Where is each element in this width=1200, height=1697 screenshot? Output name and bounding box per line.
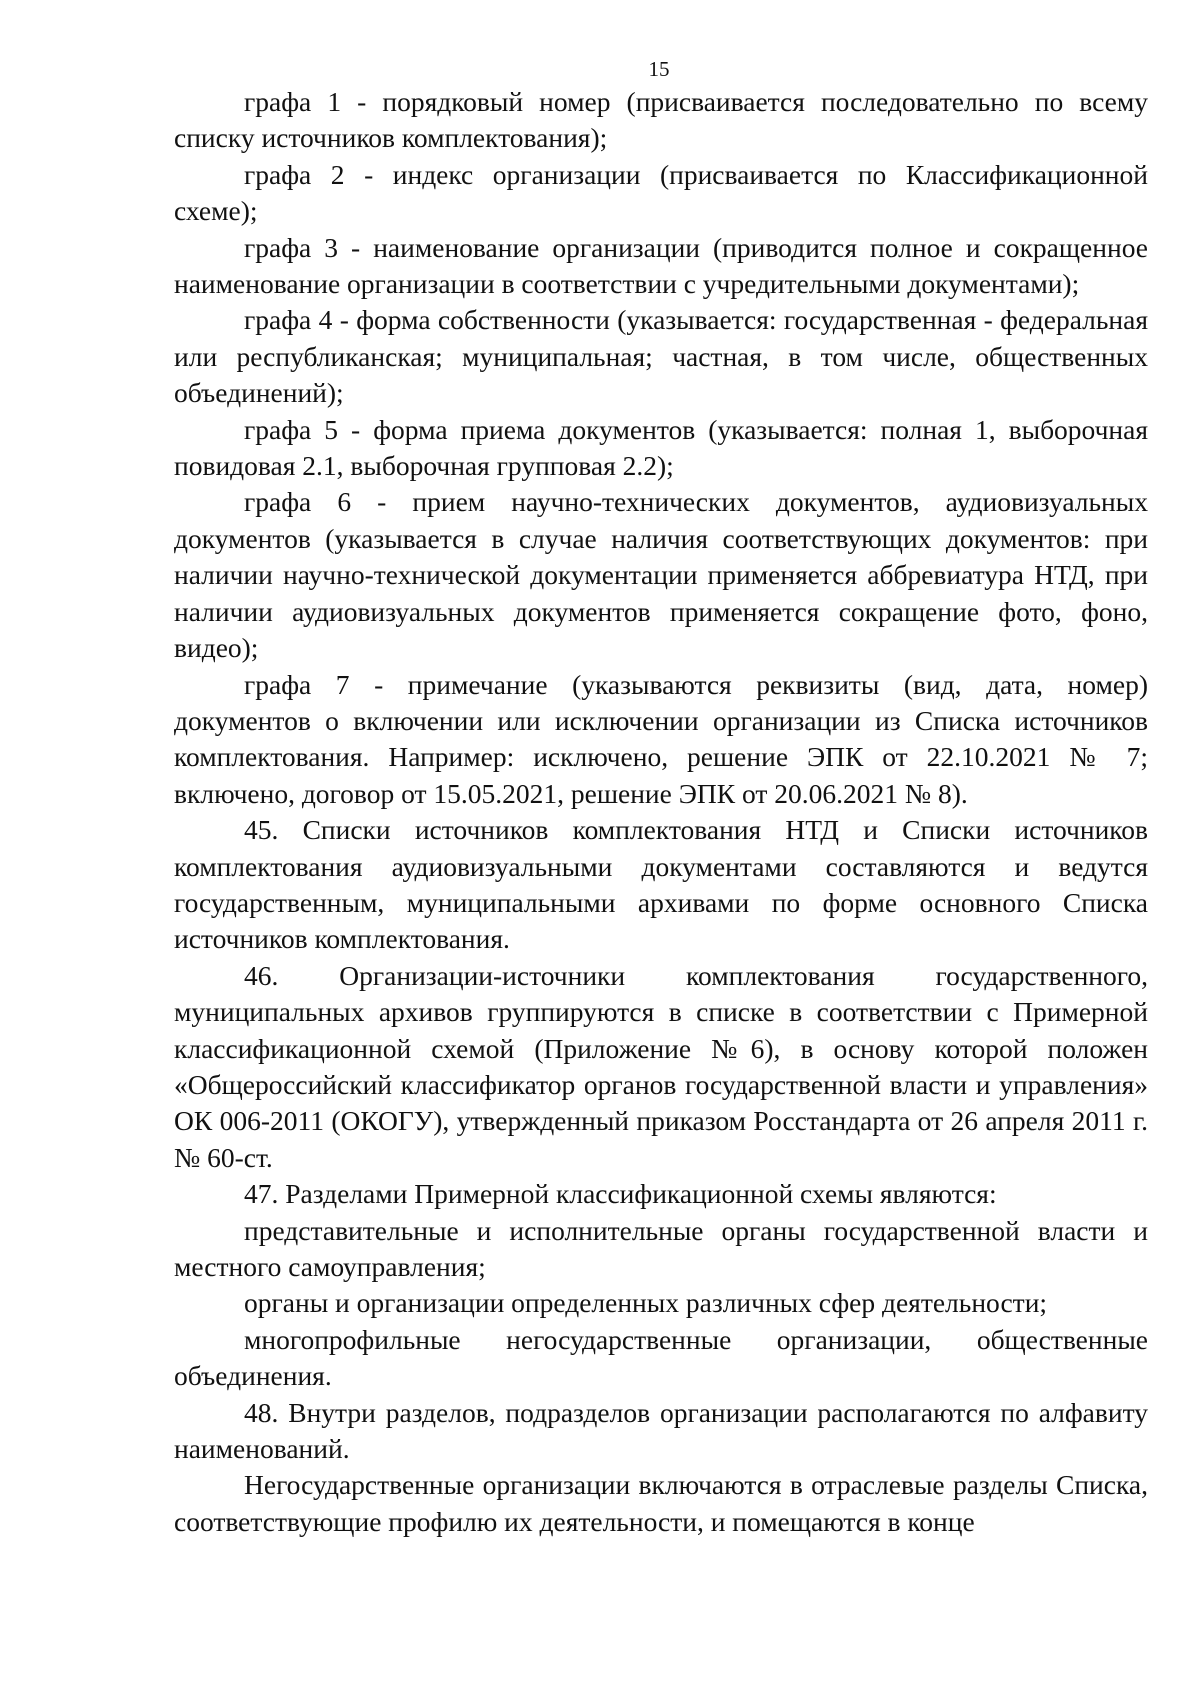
document-body — [174, 84, 1148, 1540]
page-number: 15 — [648, 57, 670, 81]
paragraph-section-3: многопрофильные негосударственные организации, общественные объединения. — [174, 1323, 1148, 1392]
paragraph-column-7: графа 7 - примечание (указываются реквизиты (вид, дата, номер) документов о включении или исключении организации из Списка источников комплектования. Например: исключено, решение ЭПК от 22.10.2021 № 7; включено, договор от 15.05.2021, решение ЭПК от 20.06.2021 № 8). — [174, 668, 1148, 809]
paragraph-item-48: 48. Внутри разделов, подразделов организации располагаются по алфавиту наименований. — [174, 1396, 1148, 1465]
paragraph-item-45: 45. Списки источников комплектования НТД и Списки источников комплектования аудиовизуальными документами составляются и ведутся государственным, муниципальными архивами по форме основного Списка источников комплектования. — [174, 814, 1148, 955]
paragraph-non-state-organizations: Негосударственные организации включаются в отраслевые разделы Списка, соответствующие профилю их деятельности, и помещаются в конце — [174, 1469, 1148, 1537]
paragraph-column-3: графа 3 - наименование организации (приводится полное и сокращенное наименование организации в соответствии с учредительными документами); — [174, 231, 1148, 300]
paragraph-column-4: графа 4 - форма собственности (указывается: государственная - федеральная или республиканская; муниципальная; частная, в том числе, общественных объединений); — [174, 304, 1148, 409]
paragraph-section-2: органы и организации определенных различных сфер деятельности; — [244, 1287, 1048, 1319]
paragraph-item-46: 46. Организации-источники комплектования государственного, муниципальных архивов группируются в списке в соответствии с Примерной классификационной схемой (Приложение №6), в основу которой положен «Общероссийский классификатор органов государственной власти и управления» ОК 006-2011 (ОКОГУ), утвержденный приказом Росстандарта от 26 апреля 2011 г. № 60-ст. — [174, 959, 1148, 1173]
paragraph-item-47: 47. Разделами Примерной классификационной схемы являются: — [244, 1178, 997, 1210]
paragraph-column-1: графа 1 - порядковый номер (присваивается последовательно по всему списку источников комплектования); — [174, 86, 1148, 154]
paragraph-column-5: графа 5 - форма приема документов (указывается: полная 1, выборочная повидовая 2.1, выборочная групповая 2.2); — [174, 413, 1148, 482]
paragraph-column-2: графа 2 - индекс организации (присваивается по Классификационной схеме); — [174, 158, 1148, 227]
paragraph-column-6: графа 6 - прием научно-технических документов, аудиовизуальных документов (указывается в случае наличия соответствующих документов: при наличии научно-технической документации применяется аббревиатура НТД, при наличии аудиовизуальных документов применяется сокращение фото, фоно, видео); — [174, 486, 1148, 664]
paragraph-section-1: представительные и исполнительные органы государственной власти и местного самоуправления; — [174, 1214, 1148, 1282]
